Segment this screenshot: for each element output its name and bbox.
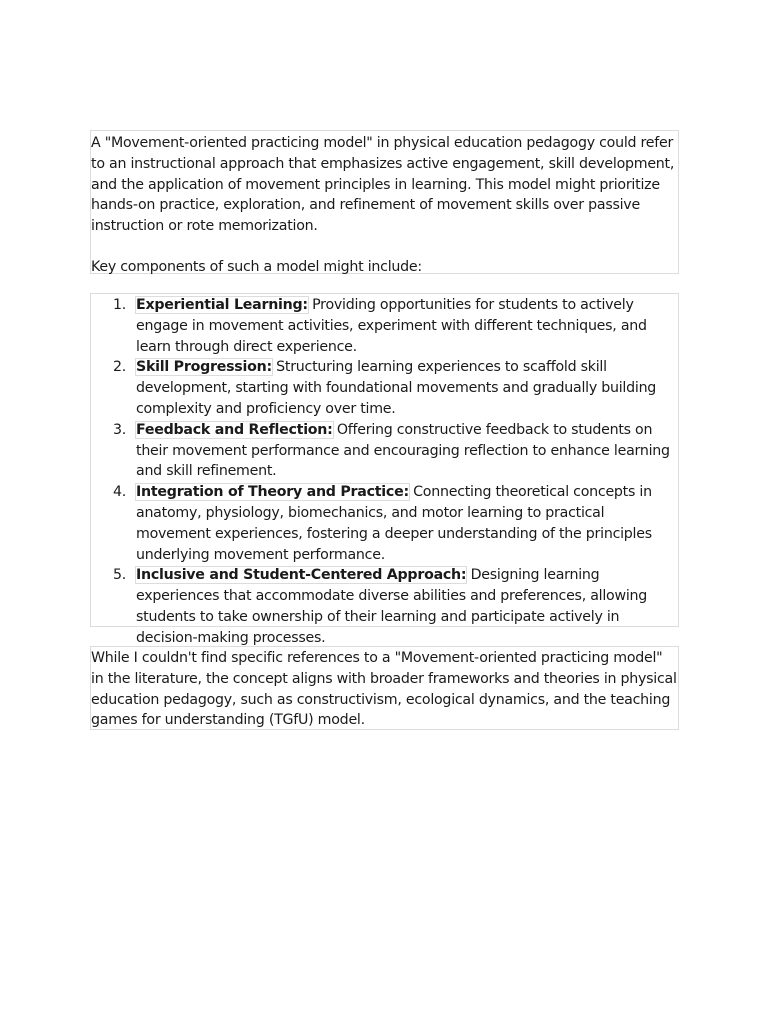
- list-item: [91, 357, 678, 419]
- list-item: [91, 482, 678, 565]
- list-item-term: Experiential Learning:: [136, 297, 308, 313]
- list-item: [91, 295, 678, 357]
- list-item-text: Structuring learning experiences to scaffold skill development, starting with foundational movements and gradually building complexity and proficiency over time.: [136, 359, 657, 417]
- intro-paragraph: A "Movement-oriented practicing model" in physical education pedagogy could refer to an instructional approach that emphasizes active engagement, skill development, and the application of movement principles in learning. This model might prioritize hands-on practice, exploration, and refinement of movement skills over passive instruction or rote memorization.: [91, 135, 675, 235]
- key-components-list: [90, 293, 679, 646]
- outro-section: [90, 646, 679, 730]
- intro-section: [90, 130, 679, 274]
- list-item: [91, 565, 678, 648]
- outro-paragraph: While I couldn't find specific references to a "Movement-oriented practicing model" in the literature, the concept aligns with broader frameworks and theories in physical education pedagogy, such as constructivism, ecological dynamics, and the teaching games for understanding (TGfU) model.: [91, 650, 677, 729]
- list-item-number: 5.: [113, 567, 127, 584]
- list-item-text: Providing opportunities for students to actively engage in movement activities, experiment with different techniques, and learn through direct experience.: [136, 297, 647, 355]
- list-item-text: Designing learning experiences that accommodate diverse abilities and preferences, allowing students to take ownership of their learning and participate actively in decision-making processes.: [136, 567, 648, 646]
- list-item-term: Inclusive and Student-Centered Approach:: [136, 567, 467, 584]
- list-item-number: 3.: [113, 421, 127, 438]
- document-page: [90, 130, 679, 730]
- list-item: [91, 420, 678, 482]
- list-item-term: Skill Progression:: [136, 359, 272, 376]
- list-item-number: 2.: [113, 359, 127, 376]
- list-item-number: 4.: [113, 484, 127, 501]
- list-item-term: Integration of Theory and Practice:: [136, 484, 409, 501]
- key-components-heading: Key components of such a model might include:: [91, 259, 422, 276]
- list-item-term: Feedback and Reflection:: [136, 421, 333, 438]
- list-item-number: 1.: [113, 297, 127, 313]
- list-item-text: Offering constructive feedback to students on their movement performance and encouraging reflection to enhance learning and skill refinement.: [136, 421, 670, 480]
- list-item-text: Connecting theoretical concepts in anatomy, physiology, biomechanics, and motor learning to practical movement experiences, fostering a deeper understanding of the principles underlying movement performance.: [136, 484, 652, 563]
